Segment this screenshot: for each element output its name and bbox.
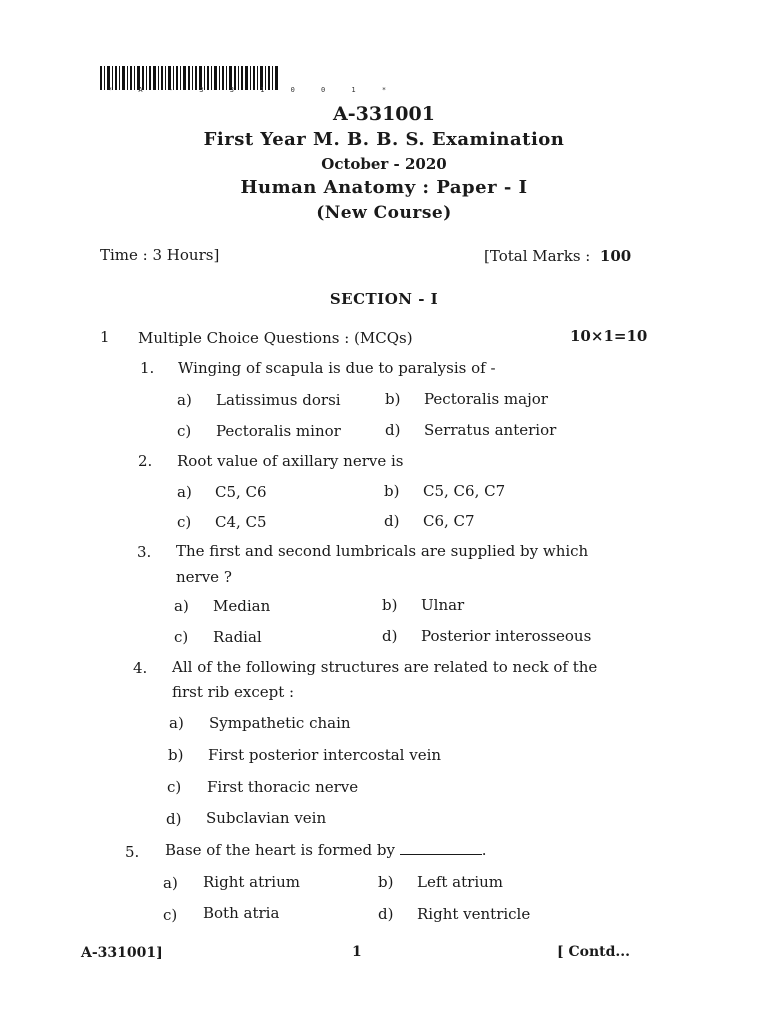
option-text: Sympathetic chain [209, 714, 351, 732]
option-label: c) [174, 628, 189, 646]
option-label: d) [385, 421, 401, 439]
option-text: Median [213, 597, 271, 615]
option-label: a) [174, 597, 189, 615]
option-label: b) [168, 746, 184, 764]
option-label: c) [167, 778, 182, 796]
barcode-digits: * A - 3 3 1 0 0 1 * [108, 86, 398, 94]
question-number: 5. [125, 843, 140, 861]
continued-label: [ Contd... [557, 944, 631, 960]
option-text: Left atrium [417, 873, 504, 891]
option-label: d) [166, 810, 182, 828]
option-label: a) [163, 874, 178, 892]
question-text-line1: All of the following structures are related to neck of the [172, 658, 598, 676]
question-group-title: Multiple Choice Questions : (MCQs) [138, 329, 413, 347]
option-label: c) [163, 906, 178, 924]
question-text-main: Base of the heart is formed by [165, 841, 396, 859]
question-text: Root value of axillary nerve is [177, 452, 404, 470]
paper-code: A-331001 [333, 103, 435, 125]
total-marks-value: 100 [599, 247, 632, 265]
option-text: First thoracic nerve [207, 778, 359, 796]
question-number: 3. [137, 543, 152, 561]
option-text: Serratus anterior [424, 421, 557, 439]
question-text [165, 841, 487, 859]
option-text: Right ventricle [417, 905, 531, 923]
option-text: First posterior intercostal vein [208, 746, 442, 764]
question-number: 1. [140, 359, 155, 377]
option-text: Pectoralis minor [216, 422, 341, 440]
question-group-number: 1 [100, 328, 110, 346]
option-text: Posterior interosseous [421, 627, 592, 645]
question-number: 4. [133, 659, 148, 677]
option-text: Right atrium [203, 873, 300, 891]
option-text: Radial [213, 628, 262, 646]
question-text-line2: nerve ? [176, 568, 232, 586]
footer-paper-code: A-331001] [81, 945, 163, 961]
option-text: Both atria [203, 904, 280, 922]
time-allowed: Time : 3 Hours] [100, 246, 220, 264]
section-heading: SECTION - I [329, 290, 439, 308]
question-number: 2. [138, 452, 153, 470]
option-label: d) [384, 512, 400, 530]
option-text: Subclavian vein [206, 809, 327, 827]
question-text: Winging of scapula is due to paralysis of - [178, 359, 496, 377]
option-text: Ulnar [421, 596, 465, 614]
option-label: b) [382, 596, 398, 614]
option-text: C6, C7 [423, 512, 475, 530]
option-text: C5, C6 [215, 483, 267, 501]
option-label: b) [384, 482, 400, 500]
subject-title: Human Anatomy : Paper - I [240, 177, 528, 198]
option-label: a) [177, 483, 192, 501]
question-text-end: . [481, 841, 487, 859]
option-label: d) [382, 627, 398, 645]
exam-date: October - 2020 [321, 155, 447, 173]
course-label: (New Course) [316, 203, 452, 223]
exam-title: First Year M. B. B. S. Examination [203, 129, 565, 150]
total-marks [484, 247, 631, 265]
option-label: b) [378, 873, 394, 891]
option-label: a) [177, 391, 192, 409]
question-text-line1: The first and second lumbricals are supplied by which [176, 542, 589, 560]
question-group-marks: 10×1=10 [570, 327, 648, 345]
option-text: Latissimus dorsi [216, 391, 341, 409]
option-label: b) [385, 390, 401, 408]
question-text-line2: first rib except : [172, 683, 295, 701]
option-text: C4, C5 [215, 513, 267, 531]
answer-blank [400, 842, 482, 855]
total-marks-label: [Total Marks : [484, 247, 591, 265]
option-label: d) [378, 905, 394, 923]
page-number: 1 [352, 944, 362, 960]
option-label: a) [169, 714, 184, 732]
option-label: c) [177, 422, 192, 440]
option-label: c) [177, 513, 192, 531]
option-text: Pectoralis major [424, 390, 548, 408]
option-text: C5, C6, C7 [423, 482, 506, 500]
